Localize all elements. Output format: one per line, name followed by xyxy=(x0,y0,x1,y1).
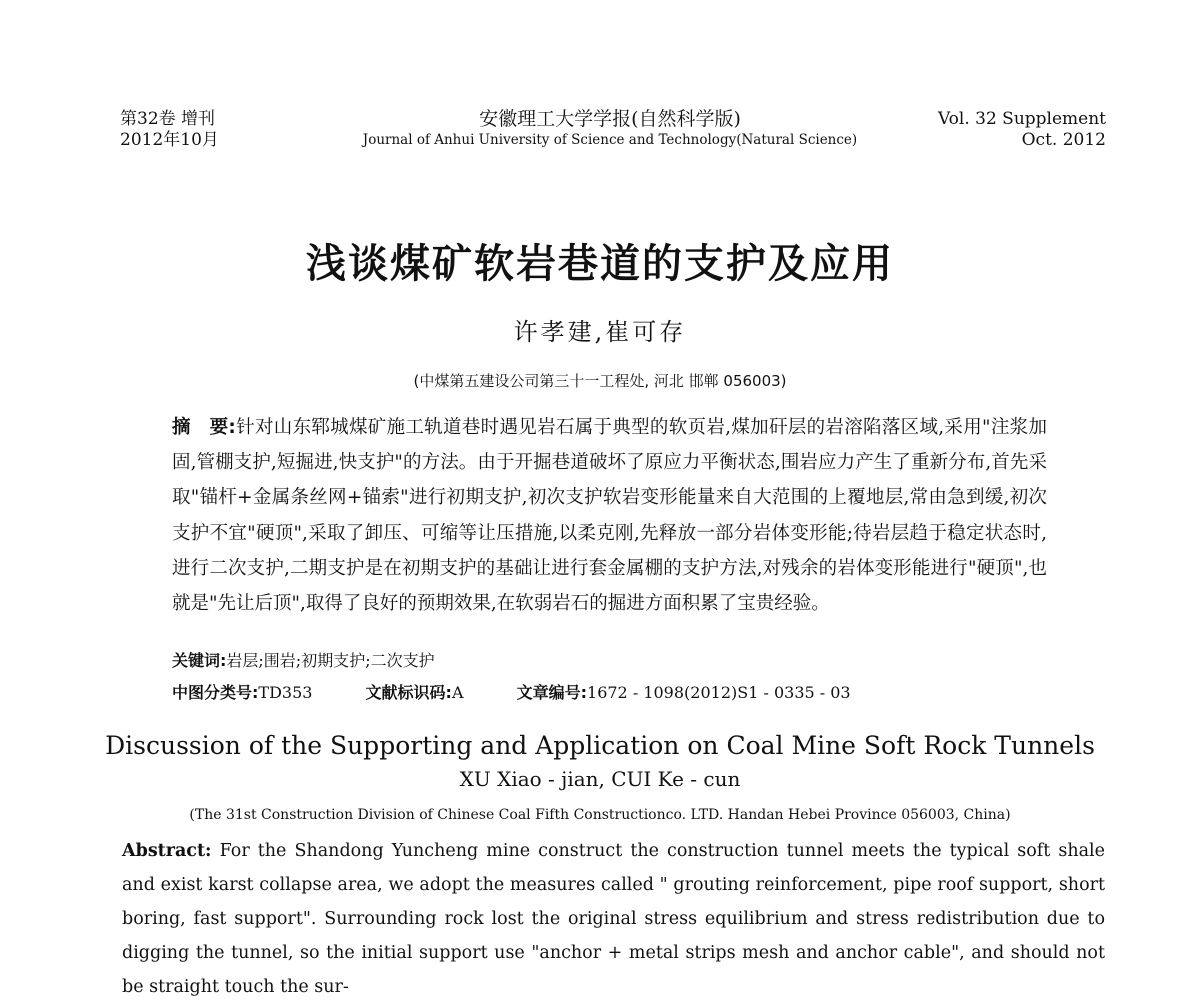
abstract-label-cn: 摘 要: xyxy=(172,417,236,438)
abstract-cn xyxy=(172,410,1047,621)
classification-line xyxy=(172,680,899,703)
keywords-text: 岩层;围岩;初期支护;二次支护 xyxy=(226,651,435,670)
header-volume-cn xyxy=(120,109,219,151)
journal-header xyxy=(300,109,920,151)
header-date: 2012年10月 xyxy=(120,130,219,150)
article-no-label: 文章编号: xyxy=(516,683,588,702)
authors-cn: 许孝建,崔可存 xyxy=(513,318,687,346)
clc-label: 中图分类号: xyxy=(172,683,259,702)
abstract-label-en: Abstract: xyxy=(122,841,212,861)
journal-name-en: Journal of Anhui University of Science and Technology(Natural Science) xyxy=(362,132,858,148)
header-volume: 第32卷 增刊 xyxy=(120,109,216,129)
paper-title-en: Discussion of the Supporting and Application on Coal Mine Soft Rock Tunnels xyxy=(105,731,1095,760)
paper-title-cn: 浅谈煤矿软岩巷道的支护及应用 xyxy=(306,240,894,287)
abstract-text-cn: 针对山东郓城煤矿施工轨道巷时遇见岩石属于典型的软页岩,煤加矸层的岩溶陷落区域,采用"注浆加固,管棚支护,短掘进,快支护"的方法。由于开掘巷道破坏了原应力平衡状态,围岩应力产生了重新分布,首先采取"锚杆+金属条丝网+锚索"进行初期支护,初次支护软岩变形能量来自大范围的上覆地层,常由急到缓,初次支护不宜"硬顶",采取了卸压、可缩等让压措施,以柔克刚,先释放一部分岩体变形能;待岩层趋于稳定状态时,进行二次支护,二期支护是在初期支护的基础让进行套金属棚的支护方法,对残余的岩体变形能进行"硬顶",也就是"先让后顶",取得了良好的预期效果,在软弱岩石的掘进方面积累了宝贵经验。 xyxy=(172,417,1047,615)
clc-value: TD353 xyxy=(258,683,313,702)
authors-en: XU Xiao - jian, CUI Ke - cun xyxy=(459,767,741,791)
affiliation-en: (The 31st Construction Division of Chinese Coal Fifth Constructionco. LTD. Handan Hebei Province 056003, China) xyxy=(189,807,1011,823)
header-volume-en xyxy=(938,109,1106,151)
abstract-en xyxy=(122,834,1105,1004)
doc-code-value: A xyxy=(451,683,464,702)
doc-code-label: 文献标识码: xyxy=(365,683,452,702)
article-no-value: 1672 - 1098(2012)S1 - 0335 - 03 xyxy=(587,683,851,702)
header-date-en: Oct. 2012 xyxy=(1021,130,1106,150)
keywords-cn xyxy=(172,648,435,671)
header-vol-supplement: Vol. 32 Supplement xyxy=(937,109,1106,129)
abstract-text-en: For the Shandong Yuncheng mine construct the construction tunnel meets the typical soft shale and exist karst collapse area, we adopt the measures called " grouting reinforcement, pipe roof support, short boring, fast support". Surrounding rock lost the original stress equilibrium and stress redistribution due to digging the tunnel, so the initial support use "anchor + metal strips mesh and anchor cable", and should not be straight touch the sur- xyxy=(122,841,1105,997)
affiliation-cn: (中煤第五建设公司第三十一工程处, 河北 邯郸 056003) xyxy=(413,372,787,390)
keywords-label: 关键词: xyxy=(172,651,227,670)
journal-name-cn: 安徽理工大学学报(自然科学版) xyxy=(479,108,741,130)
